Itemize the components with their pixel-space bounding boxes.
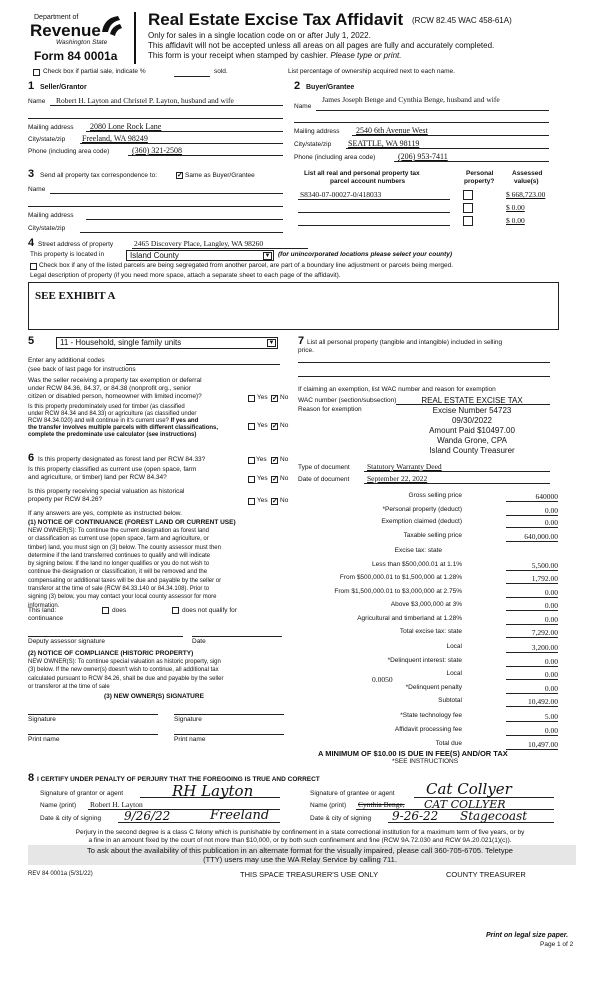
minimum-due-note: A MINIMUM OF $10.00 IS DUE IN FEE(S) AND/OR TAX (318, 749, 508, 758)
calc-value[interactable]: 5.00 (506, 712, 558, 722)
calc-label: Subtotal (438, 697, 462, 704)
q2-yes-checkbox[interactable] (248, 423, 255, 430)
form-title: Real Estate Excise Tax Affidavit (148, 10, 404, 29)
cu-line2: and agriculture, or timber) land per RCW 84.34? (28, 474, 167, 481)
calc-label: Excise tax: state (394, 547, 442, 554)
new-owner-sig-title: (3) NEW OWNER(S) SIGNATURE (104, 693, 204, 700)
calc-value[interactable]: 640,000.00 (506, 532, 558, 542)
personal-checkbox-1[interactable] (463, 190, 473, 200)
partial-label: Check box if partial sale, indicate % (43, 68, 146, 75)
section-8-number: 8 (28, 772, 35, 784)
street-label: Street address of property (38, 241, 114, 248)
partial-percent-line[interactable] (174, 76, 210, 77)
section-2-number: 2 (294, 80, 301, 92)
assessed-header: Assessed (512, 170, 543, 177)
corr-name-label: Name (28, 186, 46, 193)
grantor-date[interactable]: 9/26/22 (124, 809, 171, 823)
grantor-signature[interactable]: RH Layton (172, 782, 254, 800)
codes-label: Enter any additional codes (28, 357, 105, 364)
legal-paper-note: Print on legal size paper. (486, 932, 569, 939)
same-as-buyer-label: Same as Buyer/Grantee (185, 172, 255, 179)
header-divider (134, 12, 136, 64)
buyer-mail-label: Mailing address (294, 128, 340, 135)
see-instructions: *SEE INSTRUCTIONS (392, 758, 459, 765)
treasurer-space-label: THIS SPACE TREASURER'S USE ONLY (240, 870, 379, 879)
reason-label: Reason for exemption (298, 406, 362, 413)
assessed-value-1[interactable]: $ 668,723.00 (506, 190, 546, 199)
calc-label: *Personal property (deduct) (382, 506, 462, 513)
calc-value[interactable]: 0.00 (506, 518, 558, 528)
calc-value[interactable]: 10,492.00 (506, 697, 558, 707)
corr-mail-label: Mailing address (28, 212, 74, 219)
calc-label: Agricultural and timberland at 1.28% (357, 615, 462, 622)
seller-name[interactable]: Robert H. Layton and Christel P. Layton, husband and wife (56, 96, 234, 105)
owner-print-label-1: Print name (28, 736, 60, 743)
chevron-down-icon: ▼ (268, 340, 275, 346)
calc-value[interactable]: 3,200.00 (506, 643, 558, 653)
yes-label: Yes (257, 475, 268, 482)
county-select[interactable]: Island County ▼ (126, 250, 274, 261)
calc-label: Local (446, 643, 462, 650)
calc-value[interactable]: 640000 (506, 492, 558, 502)
form-number: Form 84 0001a (34, 49, 118, 63)
county-treasurer-label: COUNTY TREASURER (446, 870, 526, 879)
calc-label: *State technology fee (400, 712, 462, 719)
personal-property-label-2: price. (298, 347, 314, 354)
personal-header: Personal (466, 170, 494, 177)
seller-name-label: Name (28, 98, 46, 105)
q1-yes-checkbox[interactable] (248, 395, 255, 402)
calc-value[interactable]: 0.00 (506, 657, 558, 667)
segregated-checkbox[interactable] (30, 263, 37, 270)
seller-city[interactable]: Freeland, WA 98249 (82, 134, 148, 143)
header-line3: This form is your receipt when stamped by cashier. Please type or print. (148, 51, 402, 60)
owner-sig-label-2: Signature (174, 716, 202, 723)
yes-label: Yes (256, 456, 267, 463)
header-line1: Only for sales in a single location code on or after July 1, 2022. (148, 31, 371, 40)
calc-value[interactable]: 1,792.00 (506, 574, 558, 584)
yes-label: Yes (257, 422, 268, 429)
section-7-number: 7 (298, 335, 305, 347)
personal-header-2: property? (464, 178, 495, 185)
q2-line4: the transfer involves multiple parcels with different classifications, (28, 425, 219, 431)
grantee-name-handwritten[interactable]: CAT COLLYER (424, 798, 506, 811)
parcel-header: List all real and personal property tax (304, 170, 420, 177)
local-rate: 0.0050 (372, 675, 393, 684)
perjury-note: Perjury in the second degree is a class C felony which is punishable by confinement in a state correctional institution for a maximum term of five years, or by a fine in an amount fixed by the court of not more than $10,000, or by both such confinement and fine (RCW 9A.72.030 and RCW 9A.20.021(1)(c)). (75, 829, 525, 844)
county-note: (for unincorporated locations please select your county) (278, 251, 453, 258)
ownership-note: List percentage of ownership acquired next to each name. (288, 68, 455, 75)
exemption-label: If claiming an exemption, list WAC number and reason for exemption (298, 386, 496, 393)
grantor-date-label: Date & city of signing (40, 815, 102, 822)
no-label: No (280, 422, 289, 429)
legal-desc-label: Legal description of property (if you need more space, attach a separate sheet to each page of the affidavit). (30, 272, 341, 279)
legal-desc-box[interactable] (28, 282, 559, 330)
buyer-name-label: Name (294, 103, 312, 110)
segregated-label: Check box if any of the listed parcels are being segregated from another parcel, are part of a boundary line adjustment or parcels being merged. (39, 262, 454, 269)
rcw-ref: (RCW 82.45 WAC 458-61A) (412, 16, 512, 25)
q1-line3: citizen or disabled person, homeowner with limited income)? (28, 393, 202, 400)
personal-checkbox-3[interactable] (463, 216, 473, 226)
answers-note: If any answers are yes, complete as instructed below. (28, 510, 182, 517)
personal-property-label: List all personal property (tangible and intangible) included in selling (307, 339, 503, 346)
notice1-text: NEW OWNER(S): To continue the current designation as forest land or classification as current use (open space, farm and agriculture, or timber) land, you must sign on (3) below. The county assessor must then determine if the land transferred continues to qualify and will indicate by signing below. If the land no longer qualifies or you do not wish to continue the designation or classification, it will be removed and the compensating or additional taxes will be due and payable by the seller or transferor at the time of sale (RCW 84.33.140 or 84.34.108). Prior to signing (3) below, you may contact your local county assessor for more information. (28, 528, 222, 609)
yes-label: Yes (257, 497, 268, 504)
calc-value[interactable]: 0.00 (506, 726, 558, 736)
calc-label: Total due (435, 740, 462, 747)
seller-title: Seller/Grantor (40, 84, 87, 91)
buyer-city-label: City/state/zip (294, 141, 332, 148)
grantee-city[interactable]: Stagecoast (460, 809, 528, 823)
buyer-title: Buyer/Grantee (306, 84, 355, 91)
partial-sale-checkbox[interactable] (33, 69, 40, 76)
no-label: No (280, 394, 289, 401)
yes-label: Yes (257, 394, 268, 401)
assessor-date-label: Date (192, 638, 206, 645)
grantee-sig-label: Signature of grantee or agent (310, 790, 395, 797)
seller-mail[interactable]: 2080 Lone Rock Lane (90, 122, 162, 131)
assessor-sig-label: Deputy assessor signature (28, 638, 105, 645)
calc-label: Above $3,000,000 at 3% (390, 601, 462, 608)
doc-type[interactable]: Statutory Warranty Deed (367, 462, 442, 471)
buyer-phone[interactable]: (206) 953-7411 (398, 152, 448, 161)
partial-sold: sold. (214, 68, 228, 75)
header-line2: This affidavit will not be accepted unless all areas on all pages are fully and accurately completed. (148, 41, 495, 50)
seller-mail-label: Mailing address (28, 124, 74, 131)
grantee-date[interactable]: 9-26-22 (392, 809, 439, 823)
calc-value[interactable]: 0.00 (506, 506, 558, 516)
notice1-title: (1) NOTICE OF CONTINUANCE (FOREST LAND OR CURRENT USE) (28, 519, 236, 526)
q1-line2: under RCW 84.36, 84.37, or 84.38 (nonprofit org., senior (28, 385, 191, 392)
calc-value[interactable]: 0.00 (506, 684, 558, 694)
grantor-sig-label: Signature of grantor or agent (40, 790, 124, 797)
forest-no-checkbox[interactable]: ✓ (272, 457, 278, 464)
notice2-text: NEW OWNER(S): To continue special valuation as historic property, sign (3) below. If the new owner(s) doesn't wish to continue, all additional tax calculated pursuant to RCW 84.26, shall be due and payable by the seller or transferor at the time of sale (28, 659, 224, 690)
land-use-select[interactable]: 11 - Household, single family units ▼ (56, 337, 278, 349)
corr-city-label: City/state/zip (28, 225, 66, 232)
codes-note: (see back of last page for instructions (28, 366, 136, 373)
parcel-header-2: parcel account numbers (330, 178, 406, 185)
grantee-name-label: Name (print) (310, 802, 347, 809)
doc-date[interactable]: September 22, 2022 (367, 474, 428, 483)
q2-line2: under RCW 84.34 and 84.33) or agriculture (as classified under (28, 411, 197, 417)
legal-desc-value: SEE EXHIBIT A (35, 290, 116, 302)
doc-date-label: Date of document (298, 476, 350, 483)
this-land-label: This land: (28, 607, 57, 614)
wac-label: WAC number (section/subsection) (298, 397, 397, 404)
revision-label: REV 84 0001a (5/31/22) (28, 871, 93, 877)
county-label: This property is located in (30, 251, 105, 258)
doc-type-label: Type of document (298, 464, 350, 471)
section-1-number: 1 (28, 80, 35, 92)
does-not-checkbox[interactable] (172, 607, 179, 614)
q1-line1: Was the seller receiving a property tax exemption or deferral (28, 377, 202, 384)
hist-line2: property per RCW 84.26? (28, 496, 103, 503)
forest-yes-checkbox[interactable] (248, 457, 255, 464)
grantee-date-label: Date & city of signing (310, 815, 372, 822)
continuance-label: continuance (28, 615, 64, 622)
seller-phone[interactable]: (360) 321-2508 (132, 146, 182, 155)
buyer-city[interactable]: SEATTLE, WA 98119 (348, 139, 420, 148)
calc-value[interactable]: 0.00 (506, 601, 558, 611)
chevron-down-icon: ▼ (264, 253, 271, 259)
calc-value[interactable]: 5,500.00 (506, 561, 558, 571)
assessed-value-3[interactable]: $ 0.00 (506, 216, 525, 225)
assessed-header-2: value(s) (514, 178, 539, 185)
section-4-number: 4 (28, 237, 35, 249)
q1-no-checkbox[interactable]: ✓ (272, 395, 278, 402)
parcel-number[interactable]: S8340-07-00027-0/418033 (300, 190, 382, 199)
calc-value[interactable]: 10,497.00 (506, 740, 558, 750)
buyer-phone-label: Phone (including area code) (294, 154, 376, 161)
does-not-label: does not qualify for (182, 607, 237, 614)
calc-label: Gross selling price (408, 492, 462, 499)
calc-label: Affidavit processing fee (394, 726, 462, 733)
calc-label: Local (446, 670, 462, 677)
q2-line1: Is this property predominately used for timber (as classified (28, 404, 185, 410)
cu-no-checkbox[interactable]: ✓ (272, 476, 278, 483)
grantor-name-label: Name (print) (40, 802, 77, 809)
personal-checkbox-2[interactable] (463, 203, 473, 213)
forest-question: Is this property designated as forest land per RCW 84.33? (38, 456, 206, 463)
revenue-logo-icon (98, 12, 124, 38)
revenue-logo-text: Revenue (30, 21, 101, 40)
calc-value[interactable]: 0.00 (506, 588, 558, 598)
owner-print-label-2: Print name (174, 736, 206, 743)
dept-label: Department of (34, 14, 79, 21)
property-address[interactable]: 2465 Discovery Place, Langley, WA 98260 (134, 239, 264, 248)
hist-no-checkbox[interactable]: ✓ (272, 498, 278, 505)
same-as-buyer-checkbox[interactable]: ✓ (177, 172, 183, 179)
calc-value[interactable]: 0.00 (506, 670, 558, 680)
correspondence-label: Send all property tax correspondence to: (40, 172, 158, 179)
owner-sig-label-1: Signature (28, 716, 56, 723)
section-6-number: 6 (28, 452, 35, 464)
calc-label: Total excise tax: state (399, 628, 462, 635)
grantee-name[interactable]: Cynthia Benge, (358, 800, 405, 809)
calc-label: Exemption claimed (deduct) (381, 518, 462, 525)
calc-label: *Delinquent interest: state (387, 657, 462, 664)
notice2-title: (2) NOTICE OF COMPLIANCE (HISTORIC PROPERTY) (28, 650, 194, 657)
q2-no-checkbox[interactable]: ✓ (272, 423, 278, 430)
buyer-name[interactable]: James Joseph Benge and Cynthia Benge, husband and wife (322, 95, 500, 104)
buyer-mail[interactable]: 2540 6th Avenue West (356, 126, 428, 135)
grantor-name[interactable]: Robert H. Layton (90, 800, 143, 809)
treasurer-stamp: REAL ESTATE EXCISE TAX Excise Number 54723 09/30/2022 Amount Paid $10497.00 Wanda Grone, CPA Island County Treasurer (421, 396, 523, 455)
no-label: No (280, 497, 289, 504)
calc-label: From $1,500,000.01 to $3,000,000 at 2.75% (334, 588, 462, 595)
calc-label: From $500,000.01 to $1,500,000 at 1.28% (339, 574, 462, 581)
does-label: does (112, 607, 127, 614)
section-5-number: 5 (28, 335, 35, 347)
cu-line1: Is this property classified as current use (open space, farm (28, 466, 197, 473)
hist-line1: Is this property receiving special valuation as historical (28, 488, 185, 495)
cu-yes-checkbox[interactable] (248, 476, 255, 483)
no-label: No (280, 475, 289, 482)
grantor-city[interactable]: Freeland (210, 808, 270, 823)
hist-yes-checkbox[interactable] (248, 498, 255, 505)
calc-label: Less than $500,000.01 at 1.1% (372, 561, 462, 568)
grantee-signature[interactable]: Cat Collyer (426, 780, 512, 798)
does-checkbox[interactable] (102, 607, 109, 614)
page-number: Page 1 of 2 (540, 941, 574, 948)
state-label: Washington State (56, 39, 108, 46)
q2-line3: RCW 84.34.020) and will continue in it's current use? If yes and (28, 418, 199, 424)
calc-label: *Delinquent penalty (405, 684, 462, 691)
calc-label: Taxable selling price (403, 532, 462, 539)
section-3-number: 3 (28, 168, 35, 180)
calc-value[interactable]: 7,292.00 (506, 628, 558, 638)
no-label: No (280, 456, 289, 463)
q2-line5: complete the predominate use calculator (see instructions) (28, 432, 197, 438)
calc-value[interactable]: 0.00 (506, 615, 558, 625)
assessed-value-2[interactable]: $ 0.00 (506, 203, 525, 212)
certify-title: I CERTIFY UNDER PENALTY OF PERJURY THAT THE FOREGOING IS TRUE AND CORRECT (37, 776, 320, 783)
seller-phone-label: Phone (including area code) (28, 148, 110, 155)
accessibility-note: To ask about the availability of this publication in an alternate format for the visually impaired, please call 360-705-6705. Teletype (TTY) users may use the WA Relay Service by calling 711. (87, 846, 513, 864)
seller-city-label: City/state/zip (28, 136, 66, 143)
